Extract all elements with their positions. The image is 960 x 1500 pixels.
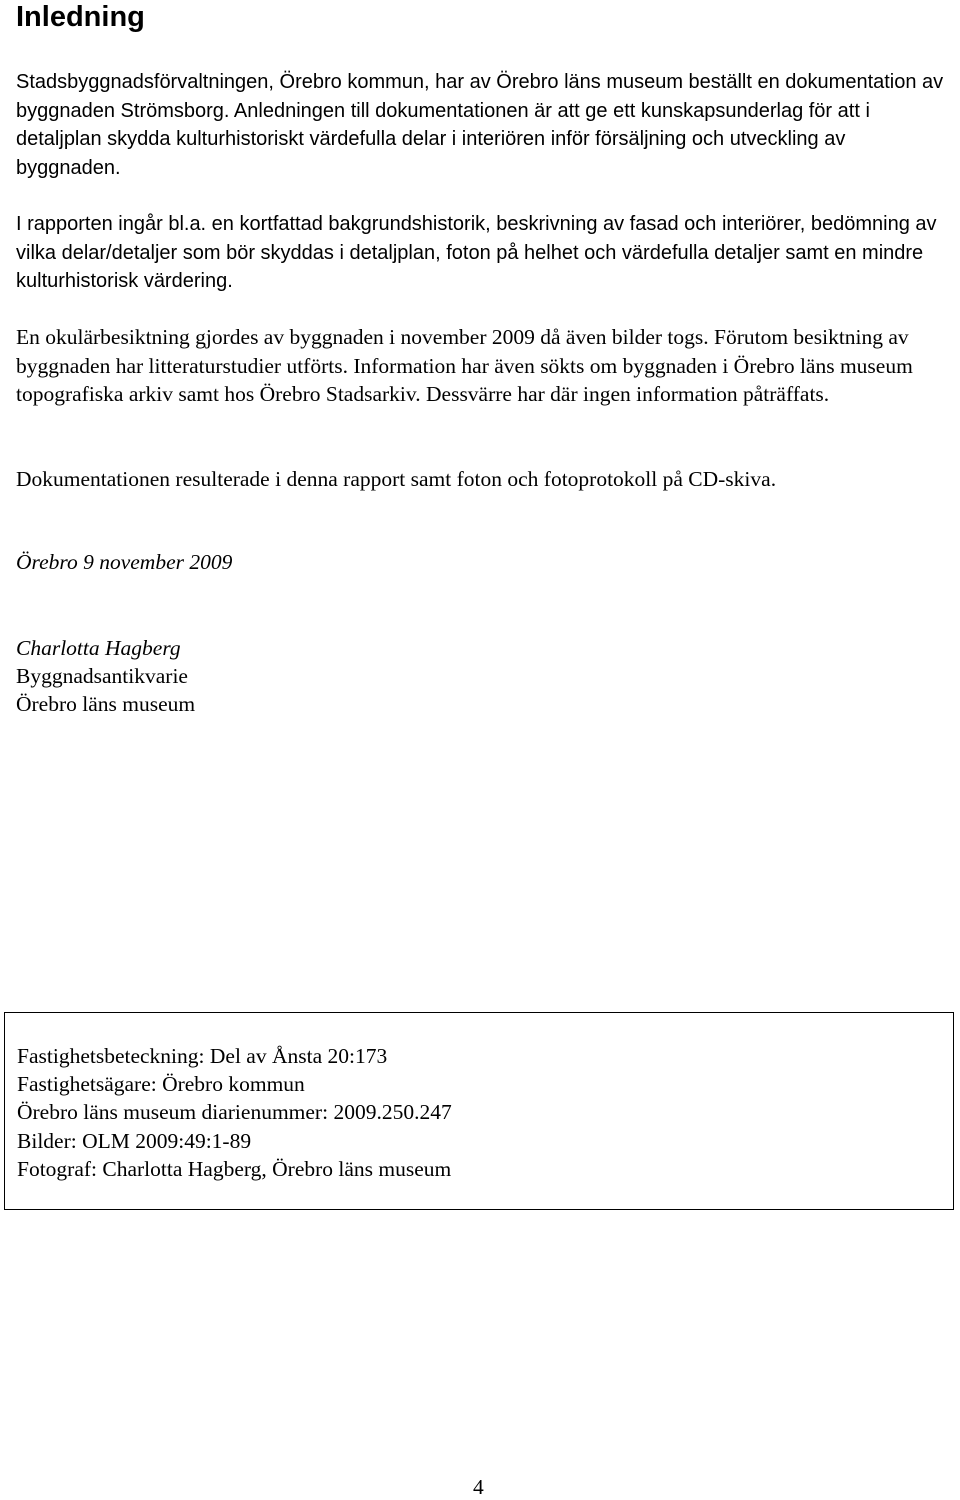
- property-info-box: [4, 1012, 954, 1210]
- report-contents-paragraph: I rapporten ingår bl.a. en kortfattad bakgrundshistorik, beskrivning av fasad och interiörer, bedömning av vilka delar/detaljer som bör skyddas i detaljplan, foton på helhet och värdefulla detaljer samt en mindre kulturhistorisk värdering.: [16, 213, 937, 292]
- photographer: Fotograf: Charlotta Hagberg, Örebro läns museum: [17, 1157, 452, 1181]
- registry-number: Örebro läns museum diarienummer: 2009.250.247: [17, 1100, 452, 1124]
- inspection-paragraph: En okulärbesiktning gjordes av byggnaden i november 2009 då även bilder togs. Förutom besiktning av byggnaden har litteraturstudier utförts. Information har även sökts om byggnaden i Örebro läns museum topografiska arkiv samt hos Örebro Stadsarkiv. Dessvärre har där ingen information påträffats.: [16, 325, 913, 406]
- signature-role: Byggnadsantikvarie: [16, 664, 188, 688]
- property-owner: Fastighetsägare: Örebro kommun: [17, 1072, 305, 1096]
- page-number: 4: [473, 1475, 484, 1499]
- signature-name: Charlotta Hagberg: [16, 636, 181, 660]
- signature-place-date: Örebro 9 november 2009: [16, 550, 233, 574]
- intro-paragraph: Stadsbyggnadsförvaltningen, Örebro kommun, har av Örebro läns museum beställt en dokumentation av byggnaden Strömsborg. Anledningen till dokumentationen är att ge ett kunskapsunderlag för att i detaljplan skydda kulturhistoriskt värdefulla delar i interiören inför försäljning och utveckling av byggnaden.: [16, 71, 944, 179]
- images-reference: Bilder: OLM 2009:49:1-89: [17, 1129, 252, 1153]
- property-designation: Fastighetsbeteckning: Del av Ånsta 20:173: [17, 1044, 388, 1068]
- result-paragraph: Dokumentationen resulterade i denna rapport samt foton och fotoprotokoll på CD-skiva.: [16, 467, 777, 491]
- page-title: Inledning: [16, 1, 145, 33]
- signature-organization: Örebro läns museum: [16, 692, 196, 716]
